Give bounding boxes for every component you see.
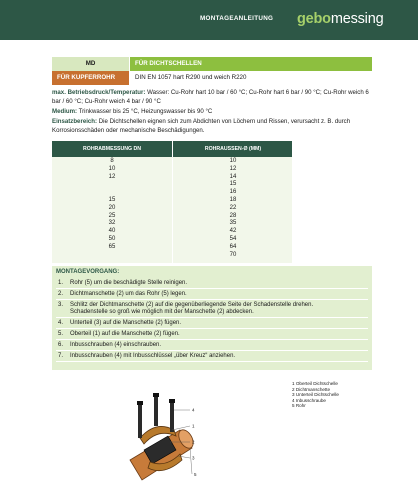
screw-shape <box>154 396 158 426</box>
step-number: 7. <box>58 352 64 359</box>
page-header <box>0 0 418 40</box>
spec-text: Die Dichtschellen eignen sich zum Abdichten von Löchern und Rissen, verursacht z. B. durch Korrosionsschäden oder mechanische Beschädigungen. <box>52 117 351 134</box>
step-text: Rohr (5) um die beschädigte Stelle reinigen. <box>70 279 188 286</box>
step-text: Oberteil (1) auf die Manschette (2) fügen. <box>70 330 180 337</box>
dn-cell: 50 <box>108 235 116 242</box>
od-cell: 54 <box>229 235 237 242</box>
dn-cell: 65 <box>108 243 116 250</box>
product-code: MD <box>52 57 129 71</box>
legend-item: 3 Unterteil Dichtschelle <box>292 392 339 398</box>
spec-application <box>52 118 377 135</box>
dn-cell: 32 <box>108 220 116 227</box>
product-name: FÜR DICHTSCHELLEN <box>130 57 372 71</box>
od-column <box>172 158 293 263</box>
parts-legend <box>292 381 339 409</box>
procedure-step <box>56 329 368 340</box>
procedure-step <box>56 340 368 351</box>
dn-cell: 15 <box>108 196 116 203</box>
od-cell: 35 <box>229 220 237 227</box>
pipe-label: FÜR KUPFERROHR <box>52 71 129 85</box>
od-cell: 28 <box>229 212 237 219</box>
dn-cell <box>52 181 172 189</box>
screw-head <box>169 399 175 403</box>
spec-pressure <box>52 89 377 106</box>
dn-cell: 8 <box>110 158 114 164</box>
callout-label: 5 <box>194 472 197 477</box>
assembly-procedure <box>52 266 372 370</box>
step-text: Inbusschrauben (4) einschrauben. <box>70 341 162 348</box>
pipe-clamp-drawing <box>110 390 220 490</box>
screw-head <box>137 401 143 405</box>
step-number: 1. <box>58 279 64 286</box>
step-text: Unterteil (3) auf die Manschette (2) fügen. <box>70 319 182 326</box>
step-text: Dichtmanschette (2) um das Rohr (5) legen. <box>70 290 187 297</box>
od-cell: 18 <box>229 196 237 203</box>
legend-item: 4 Inbusschraube <box>292 397 326 403</box>
dimension-table <box>52 141 292 263</box>
od-cell: 22 <box>229 204 237 211</box>
screw-head <box>153 393 159 397</box>
od-cell: 14 <box>229 173 237 180</box>
procedure-step <box>56 278 368 289</box>
step-subtext: Schadenstelle so groß wie möglich mit der Manschette (2) abdecken. <box>70 308 254 315</box>
od-cell: 16 <box>229 189 237 196</box>
od-cell: 70 <box>229 251 237 258</box>
spec-medium <box>52 108 377 117</box>
table-header <box>52 141 292 157</box>
procedure-step <box>56 289 368 300</box>
od-cell: 64 <box>229 243 237 250</box>
step-number: 2. <box>58 290 64 297</box>
dn-cell: 40 <box>108 228 116 235</box>
legend-item: 2 Dichtmanschette <box>292 386 331 392</box>
callout-label: 2 <box>192 439 195 445</box>
logo-part-b: messing <box>330 11 384 27</box>
screw-shape <box>138 404 142 438</box>
spec-label: Einsatzbereich: <box>52 117 98 125</box>
step-text: Inbusschrauben (4) mit Inbusschlüssel „über Kreuz“ anziehen. <box>70 352 236 359</box>
od-cell: 15 <box>229 181 237 188</box>
dn-cell: 20 <box>108 204 116 211</box>
spec-text: Trinkwasser bis 25 °C, Heizungswasser bis 90 °C <box>78 107 213 115</box>
dn-cell: 10 <box>108 165 116 172</box>
brand-logo <box>297 11 383 27</box>
od-cell: 42 <box>229 228 237 235</box>
od-cell: 10 <box>229 158 237 164</box>
column-header-od: ROHRAUSSEN-Ø (MM) <box>172 141 293 157</box>
procedure-step <box>56 300 368 318</box>
logo-part-a: gebo <box>297 11 331 27</box>
dn-cell: 25 <box>108 212 116 219</box>
step-number: 3. <box>58 301 64 308</box>
dn-cell: 12 <box>108 173 116 180</box>
drawing-callouts <box>192 408 197 478</box>
procedure-title: MONTAGEVORGANG: <box>56 269 120 275</box>
table-body <box>52 157 292 263</box>
legend-item: 1 Oberteil Dichtschelle <box>292 381 338 386</box>
column-header-dn: ROHRABMESSUNG DN <box>83 146 141 152</box>
dn-cell <box>52 189 172 197</box>
header-title: MONTAGEANLEITUNG <box>200 15 274 22</box>
product-row <box>52 57 372 71</box>
procedure-step <box>56 351 368 362</box>
step-number: 6. <box>58 341 64 348</box>
step-text: Schlitz der Dichtmanschette (2) auf die gegenüberliegende Seite der Schadenstelle drehen. <box>70 301 314 308</box>
spec-text: Wasser: Cu-Rohr hart 10 bar / 60 °C; Cu-Rohr hart 6 bar / 90 °C; Cu-Rohr weich 6 bar / 60 °C; Cu-Rohr weich 4 bar / 90 °C <box>52 89 369 105</box>
pipe-standard: DIN EN 1057 hart R290 und weich R220 <box>135 74 247 81</box>
callout-label: 4 <box>192 407 195 413</box>
spec-label: Medium: <box>52 107 78 115</box>
step-number: 5. <box>58 330 64 337</box>
dn-cell <box>52 252 172 260</box>
od-cell: 12 <box>229 165 237 172</box>
procedure-step <box>56 318 368 329</box>
dn-column <box>52 158 172 259</box>
callout-label: 1 <box>192 423 195 429</box>
screw-shape <box>170 402 174 432</box>
step-number: 4. <box>58 319 64 326</box>
procedure-steps <box>56 278 368 362</box>
legend-item: 5 Rohr <box>292 403 306 409</box>
specifications <box>52 89 377 137</box>
callout-label: 3 <box>192 455 195 461</box>
spec-label: max. Betriebsdruck/Temperatur: <box>52 89 146 96</box>
pipe-row <box>52 71 372 85</box>
